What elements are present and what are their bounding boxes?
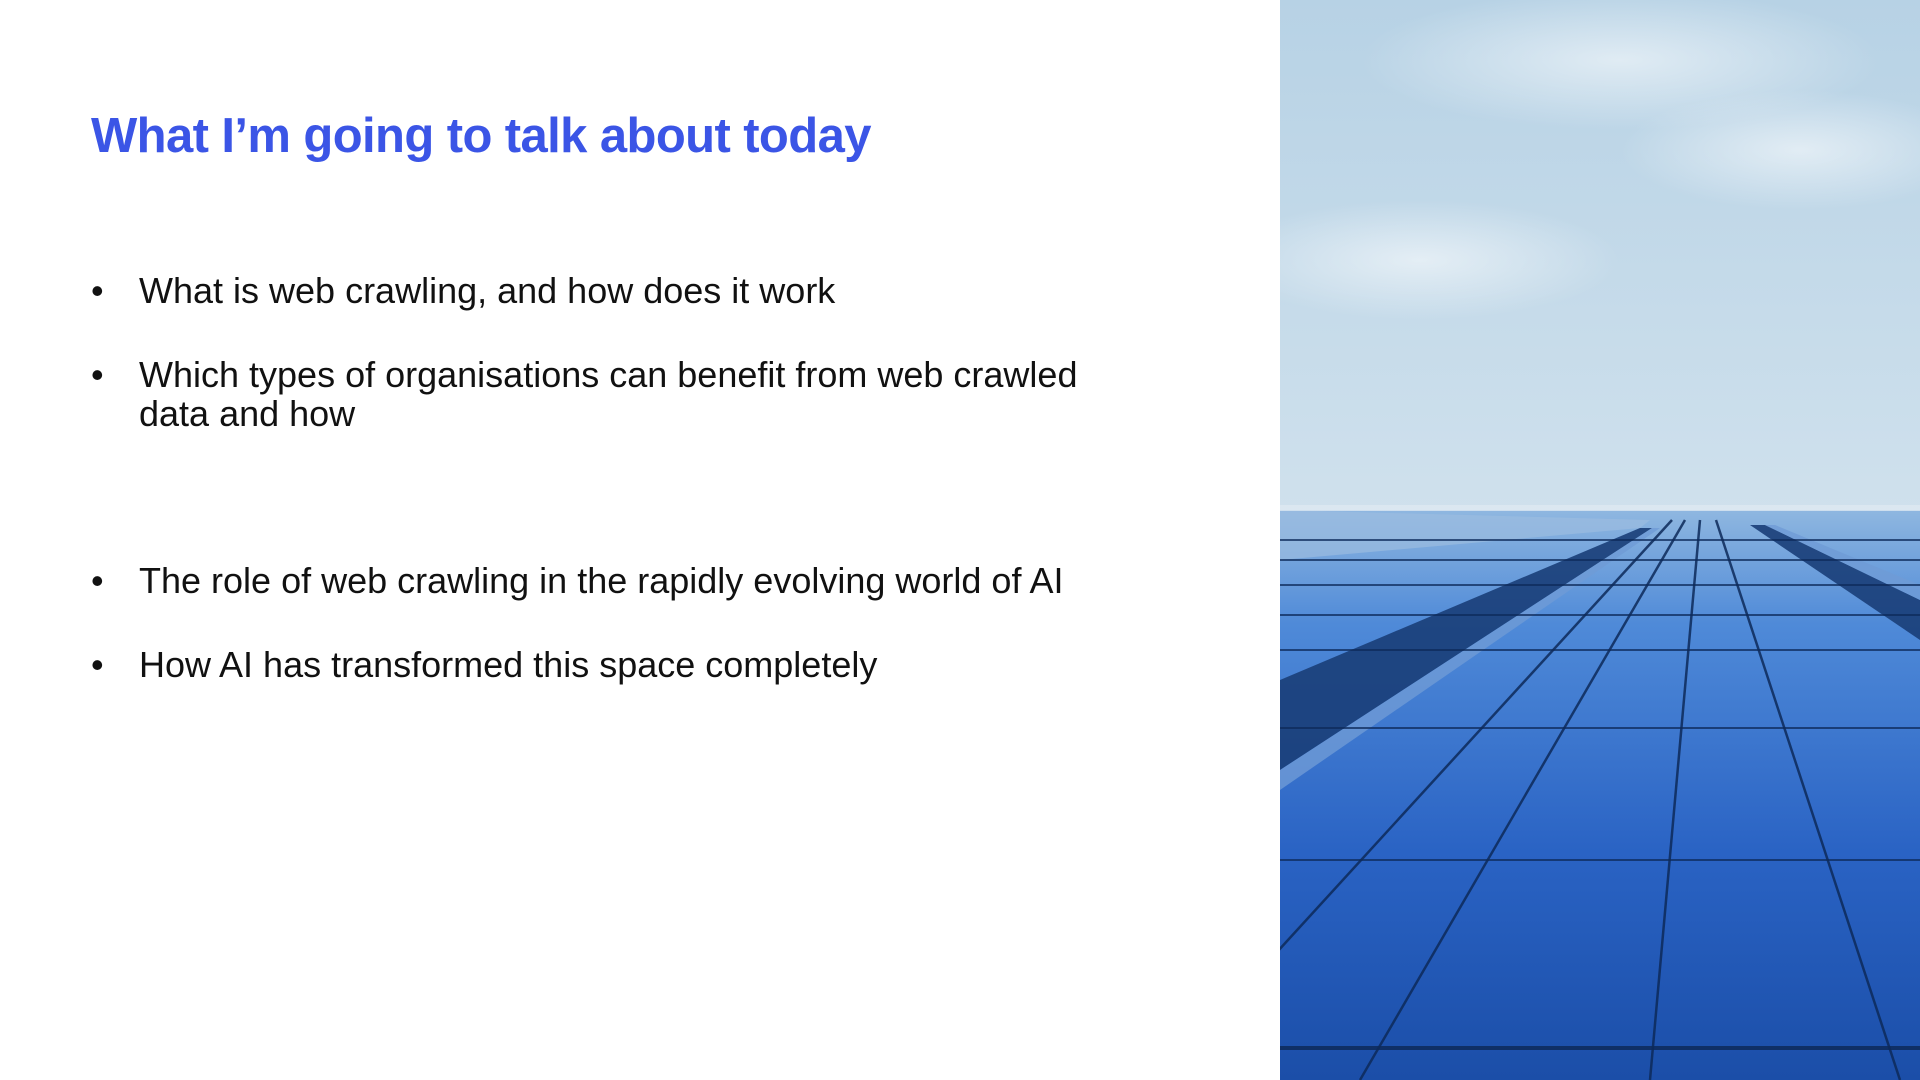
skyscraper-photo — [1280, 0, 1920, 1080]
bullet-text: What is web crawling, and how does it work — [139, 270, 836, 311]
bullet-marker: • — [91, 560, 104, 601]
bullet-marker: • — [91, 644, 104, 685]
bullet-marker: • — [91, 354, 104, 395]
bullet-marker: • — [91, 270, 104, 311]
bullet-text: The role of web crawling in the rapidly evolving world of AI — [139, 560, 1064, 601]
bullet-text: Which types of organisations can benefit from web crawled data and how — [139, 354, 1078, 434]
slide-title: What I’m going to talk about today — [91, 109, 871, 163]
skyscraper-illustration — [1280, 0, 1920, 1080]
building-facade — [1280, 510, 1920, 1080]
bullet-text: How AI has transformed this space completely — [139, 644, 878, 685]
